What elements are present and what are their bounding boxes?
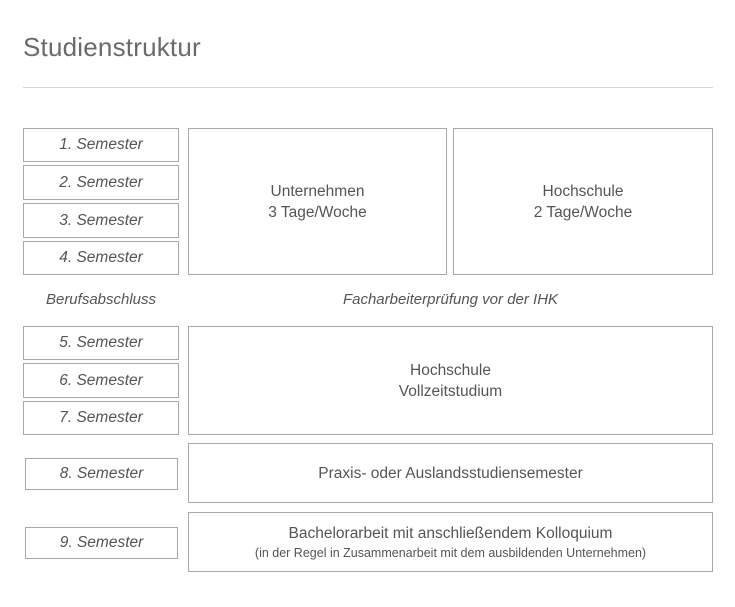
university-block-days: 2 Tage/Woche	[533, 203, 633, 221]
company-block	[188, 128, 447, 275]
fulltime-study-block	[188, 326, 713, 435]
practice-semester-text: Praxis- oder Auslandsstudiensemester	[318, 464, 583, 482]
company-block-title: Unternehmen	[270, 182, 365, 200]
page-title: Studienstruktur	[23, 32, 201, 62]
semester-5-box: 5. Semester	[23, 326, 179, 360]
fulltime-block-subtitle: Vollzeitstudium	[398, 382, 503, 400]
milestone-label: Berufsabschluss	[45, 291, 157, 308]
bachelor-thesis-note: (in der Regel in Zusammenarbeit mit dem ausbildenden Unternehmen)	[254, 545, 647, 560]
fulltime-block-title: Hochschule	[410, 361, 491, 379]
bachelor-thesis-block	[188, 512, 713, 572]
semester-9-box: 9. Semester	[25, 527, 178, 559]
bachelor-thesis-title: Bachelorarbeit mit anschließendem Kolloquium	[288, 524, 613, 542]
semester-4-box: 4. Semester	[23, 241, 179, 275]
semester-2-box: 2. Semester	[23, 165, 179, 200]
semester-8-box: 8. Semester	[25, 458, 178, 490]
semester-3-box: 3. Semester	[23, 203, 179, 238]
university-block-title: Hochschule	[542, 182, 624, 200]
practice-semester-block	[188, 443, 713, 503]
semester-7-box: 7. Semester	[23, 401, 179, 435]
milestone-exam: Facharbeiterprüfung vor der IHK	[342, 291, 559, 308]
semester-1-box: 1. Semester	[23, 128, 179, 162]
university-parttime-block	[453, 128, 713, 275]
company-block-days: 3 Tage/Woche	[268, 203, 367, 221]
title-divider	[23, 87, 713, 88]
semester-6-box: 6. Semester	[23, 363, 179, 398]
